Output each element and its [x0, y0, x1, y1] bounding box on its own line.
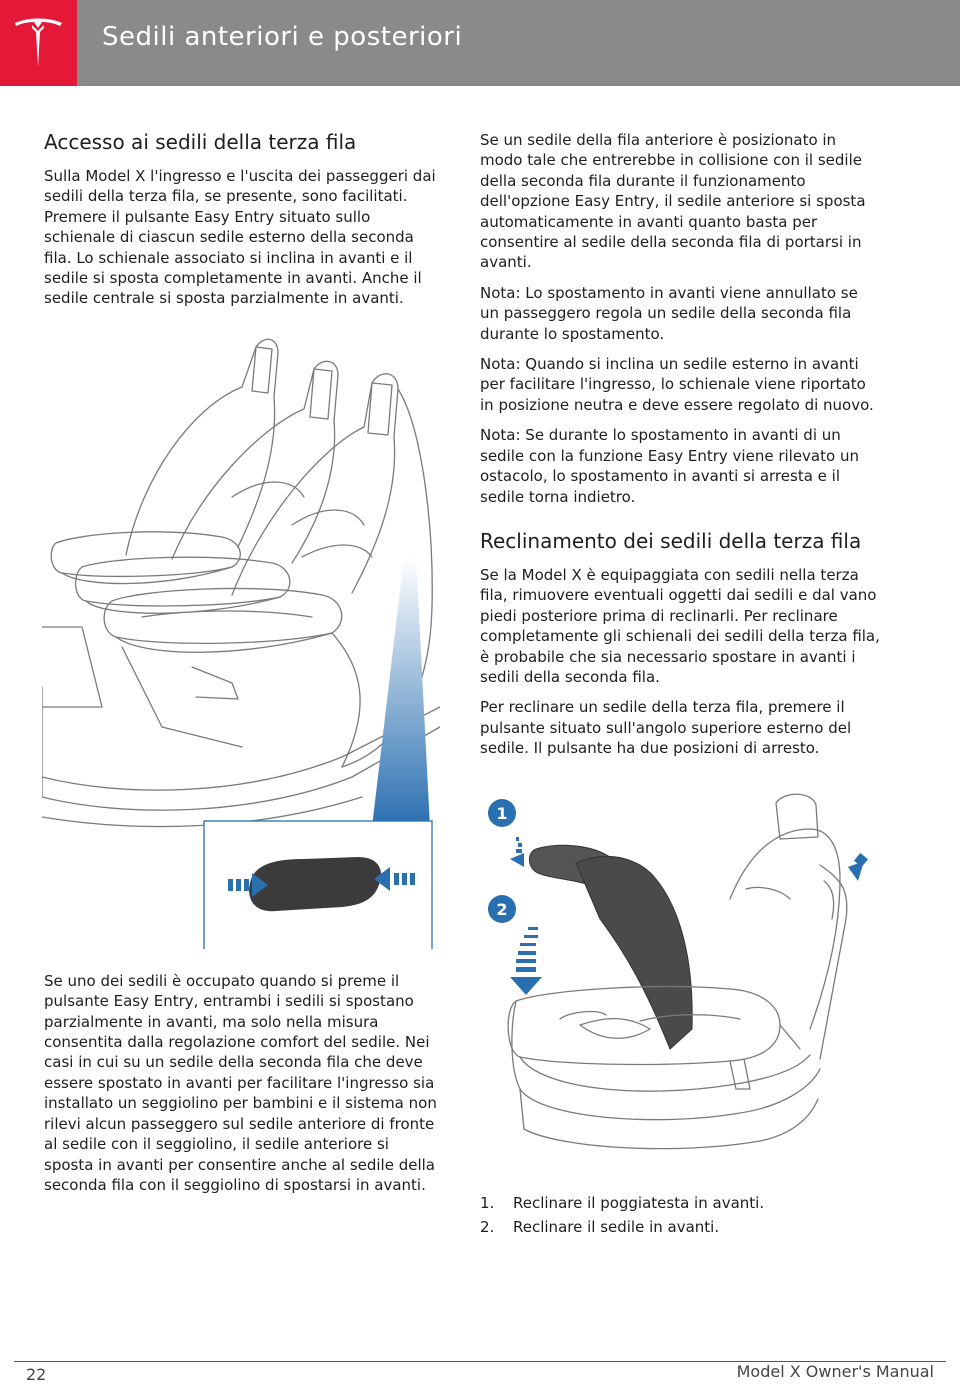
right-column	[480, 130, 880, 1241]
paragraph-easy-entry-intro: Sulla Model X l'ingresso e l'uscita dei passeggeri dai sedili della terza fila, se presente, sono facilitati. Premere il pulsante Easy Entry situato sullo schienale di ciascun sedile esterno della seconda fila. Lo schienale associato si inclina in avanti e il sedile si sposta completamente in avanti. Anche il sedile centrale si sposta parzialmente in avanti.	[44, 167, 436, 308]
page-number: 22	[26, 1365, 47, 1384]
tesla-logo-icon	[14, 17, 63, 69]
callout-1: 1	[496, 803, 508, 823]
paragraph-recline-button: Per reclinare un sedile della terza fila, premere il pulsante situato sull'angolo superiore esterno del sedile. Il pulsante ha due posizioni di arresto.	[480, 698, 852, 758]
list-item	[480, 1217, 880, 1237]
manual-name: Model X Owner's Manual	[736, 1362, 934, 1381]
tesla-logo	[0, 0, 77, 86]
second-row-seats-illustration	[42, 327, 440, 949]
paragraph-recline-prep: Se la Model X è equipaggiata con sedili nella terza fila, rimuovere eventuali oggetti dai sedili e dal vano piedi posteriore prima di reclinarli. Per reclinare completamente gli schienali dei sedili della terza fila, è probabile che sia necessario spostare in avanti i sedili della seconda fila.	[480, 565, 880, 686]
list-item	[480, 1193, 880, 1213]
step-text: Reclinare il poggiatesta in avanti.	[513, 1193, 765, 1212]
note-obstacle-detected: Nota: Se durante lo spostamento in avanti di un sedile con la funzione Easy Entry viene rilevato un ostacolo, lo spostamento in avanti si arresta e il sedile torna indietro.	[480, 426, 859, 506]
step-number: 1.	[480, 1193, 495, 1212]
paragraph-front-seat-collision: Se un sedile della fila anteriore è posizionato in modo tale che entrerebbe in collisione con il sedile della seconda fila durante il funzionamento dell'opzione Easy Entry, il sedile anteriore si sposta automaticamente in avanti quanto basta per consentire al sedile della seconda fila di portarsi in avanti.	[480, 131, 866, 272]
note-backrest-neutral: Nota: Quando si inclina un sedile esterno in avanti per facilitare l'ingresso, lo schienale viene riportato in posizione neutra e deve essere regolato di nuovo.	[480, 355, 874, 414]
section-heading-third-row-recline: Reclinamento dei sedili della terza fila	[480, 528, 862, 553]
note-adjust-cancel: Nota: Lo spostamento in avanti viene annullato se un passeggero regola un sedile della seconda fila durante lo spostamento.	[480, 283, 858, 343]
paragraph-occupied-seat: Se uno dei sedili è occupato quando si preme il pulsante Easy Entry, entrambi i sedili si spostano parzialmente in avanti, ma solo nella misura consentita dalla regolazione comfort del sedile. Nei casi in cui su un sedile della seconda fila che deve essere spostato in avanti per facilitare l'ingresso sia installato un seggiolino per bambini e il sistema non rilevi alcun passeggero sul sedile anteriore di fronte al sedile con il seggiolino, il sedile anteriore si sposta in avanti per consentire anche al sedile della seconda fila con il seggiolino di spostarsi in avanti.	[44, 971, 437, 1194]
step-text: Reclinare il sedile in avanti.	[513, 1217, 720, 1236]
section-heading-third-row-access: Accesso ai sedili della terza fila	[44, 130, 357, 154]
callout-2: 2	[496, 899, 508, 919]
left-column	[44, 130, 440, 1205]
page-header	[0, 0, 960, 86]
step-number: 2.	[480, 1217, 495, 1236]
recline-steps-list	[480, 1193, 880, 1238]
page-title: Sedili anteriori e posteriori	[102, 22, 463, 52]
third-row-seat-recline-illustration	[480, 789, 880, 1169]
